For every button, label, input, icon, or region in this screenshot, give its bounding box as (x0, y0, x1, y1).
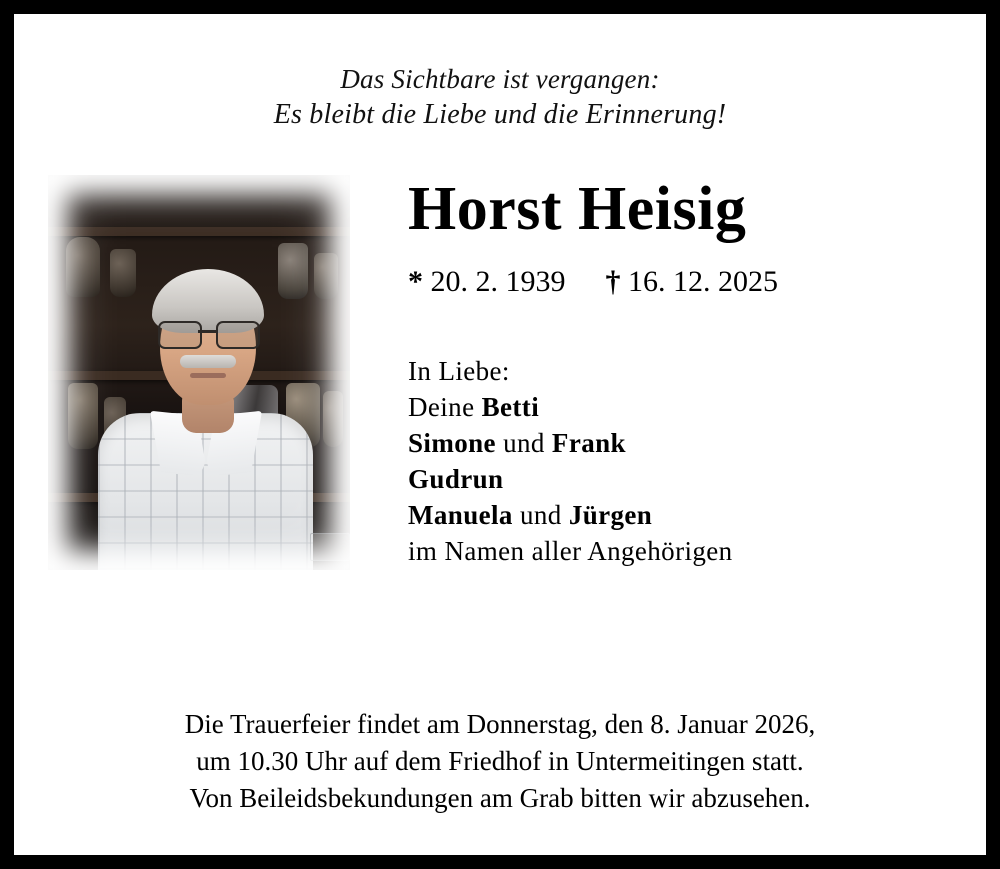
cross-icon: † (605, 265, 621, 298)
dedication-line-1 (408, 389, 986, 425)
mourner-name: Manuela (408, 500, 513, 530)
dedication-line-3 (408, 461, 986, 497)
birth-date-value: 20. 2. 1939 (430, 265, 566, 298)
shirt-pocket (310, 533, 350, 561)
dedication-prefix: Deine (408, 392, 482, 422)
motto-line-2: Es bleibt die Liebe und die Erinnerung! (273, 99, 727, 130)
notice-inner (14, 14, 986, 855)
text-column (350, 175, 986, 569)
portrait-photo (48, 175, 350, 570)
motto-block (14, 14, 986, 133)
mouth (190, 373, 226, 378)
mustache (180, 355, 236, 368)
shirt (98, 413, 313, 570)
life-dates (408, 265, 986, 299)
conjunction: und (512, 500, 569, 530)
funeral-line-2: um 10.30 Uhr auf dem Friedhof in Untermeitingen statt. (196, 746, 804, 776)
glasses-lens-right (216, 321, 260, 349)
conjunction: und (495, 428, 552, 458)
deceased-name: Horst Heisig (408, 175, 747, 243)
dedication-closing: im Namen aller Angehörigen (408, 536, 733, 566)
dedication-line-2 (408, 425, 986, 461)
glasses-lens-left (158, 321, 202, 349)
shelf-icon (48, 227, 350, 236)
glasses-icon (156, 321, 260, 345)
jug-icon (314, 253, 338, 299)
mourner-name: Betti (481, 392, 540, 422)
funeral-details (14, 706, 986, 817)
body-row (14, 133, 986, 570)
glasses-bridge (198, 330, 216, 333)
mourner-name: Simone (408, 428, 496, 458)
portrait-image (48, 175, 350, 570)
death-date-value: 16. 12. 2025 (628, 265, 778, 298)
jug-icon (68, 383, 98, 449)
funeral-line-1: Die Trauerfeier findet am Donnerstag, den 8. Januar 2026, (184, 709, 816, 739)
birth-date (408, 265, 566, 299)
mourner-name: Gudrun (408, 464, 504, 494)
death-date (606, 265, 779, 299)
dedication-intro: In Liebe: (408, 356, 510, 386)
jug-icon (66, 237, 100, 297)
funeral-line-3: Von Beileidsbekundungen am Grab bitten wir abzusehen. (189, 783, 811, 813)
motto-line-1: Das Sichtbare ist vergangen: (340, 64, 660, 94)
person-figure (98, 267, 313, 570)
jug-icon (323, 391, 343, 447)
dedication-line-4 (408, 497, 986, 533)
dedication-block (408, 353, 986, 569)
birth-symbol-icon: * (408, 265, 423, 298)
mourner-name: Jürgen (568, 500, 653, 530)
mourner-name: Frank (551, 428, 626, 458)
